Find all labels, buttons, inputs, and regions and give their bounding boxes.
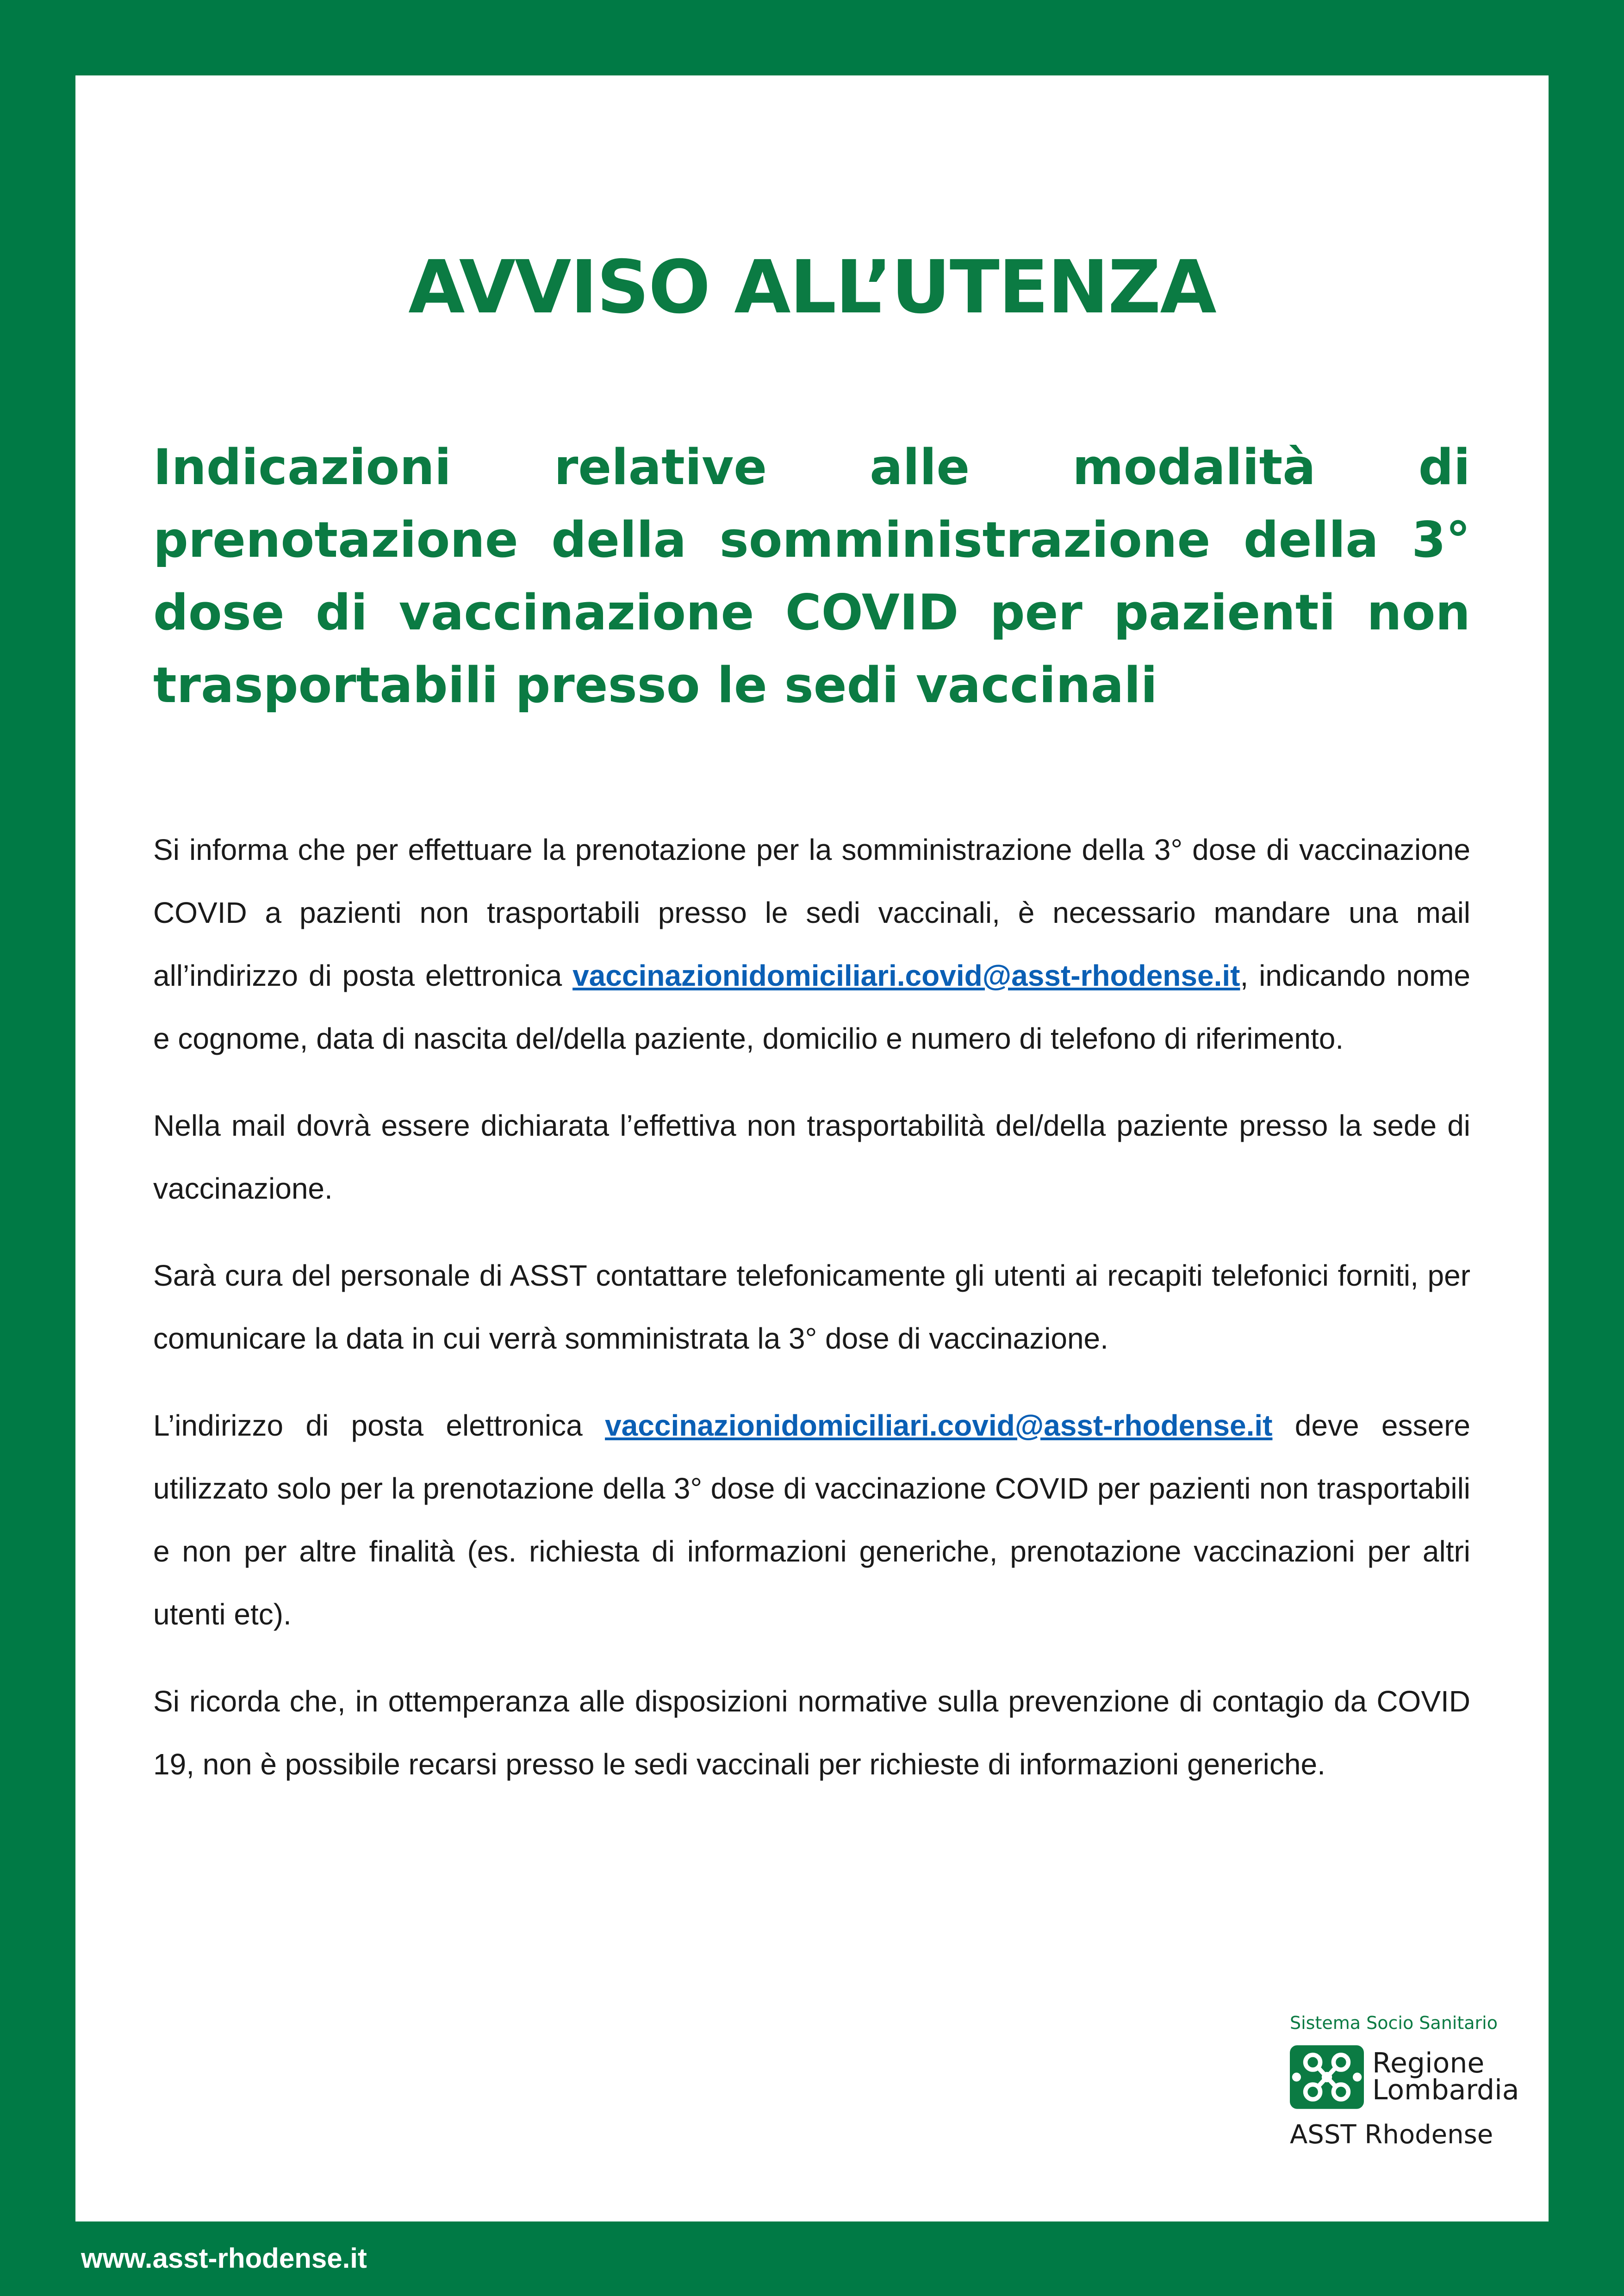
paragraph-booking [153,818,1470,1070]
paragraph-reminder: Si ricorda che, in ottemperanza alle disposizioni normative sulla prevenzione di contagio da COVID 19, non è possibile recarsi presso le sedi vaccinali per richieste di informazioni generiche. [153,1685,1470,1781]
paragraph-declaration: Nella mail dovrà essere dichiarata l’effettiva non trasportabilità del/della paziente presso la sede di vaccinazione. [153,1109,1470,1205]
regione-lombardia-rosa-camuna-icon [1290,2045,1364,2109]
logo-region-line2: Lombardia [1372,2074,1519,2106]
regione-lombardia-logo [1290,2013,1519,2156]
paragraph-booking-details: , indicando nome e cognome, data di nascita del/della paziente, domicilio e numero di telefono di riferimento. [153,959,1471,1055]
email-link[interactable]: vaccinazionidomiciliari.covid@asst-rhodense.it [572,959,1240,992]
email-link[interactable]: vaccinazionidomiciliari.covid@asst-rhodense.it [605,1409,1273,1442]
footer-website-link[interactable]: www.asst-rhodense.it [81,2243,367,2274]
notice-body [153,818,1470,1820]
logo-region-name [1372,2047,1519,2106]
paragraph-booking-intro: Si informa che per effettuare la prenotazione per la somministrazione della 3° dose di vaccinazione COVID a pazienti non trasportabili presso le sedi vaccinali, è necessario mandare una mail all’indirizzo di posta elettronica [153,833,1470,992]
paragraph-email-usage [153,1394,1470,1646]
paragraph-email-usage-intro: L’indirizzo di posta elettronica [153,1409,605,1442]
logo-system-label: Sistema Socio Sanitario [1290,2013,1498,2033]
logo-region-line1: Regione [1372,2047,1485,2079]
paragraph-email-usage-rest: deve essere utilizzato solo per la prenotazione della 3° dose di vaccinazione COVID per pazienti non trasportabili e non per altre finalità (es. richiesta di informazioni generiche, prenotazione vaccinazioni per altri utenti etc). [153,1409,1470,1631]
notice-sheet [75,75,1549,2221]
paragraph-contact: Sarà cura del personale di ASST contattare telefonicamente gli utenti ai recapiti telefonici forniti, per comunicare la data in cui verrà somministrata la 3° dose di vaccinazione. [153,1259,1470,1355]
notice-subtitle: Indicazioni relative alle modalità di prenotazione della somministrazione della 3° dose di vaccinazione COVID per pazienti non trasportabili presso le sedi vaccinali [153,439,1470,714]
logo-organization: ASST Rhodense [1290,2120,1493,2150]
page-title: AVVISO ALL’UTENZA [408,245,1216,330]
